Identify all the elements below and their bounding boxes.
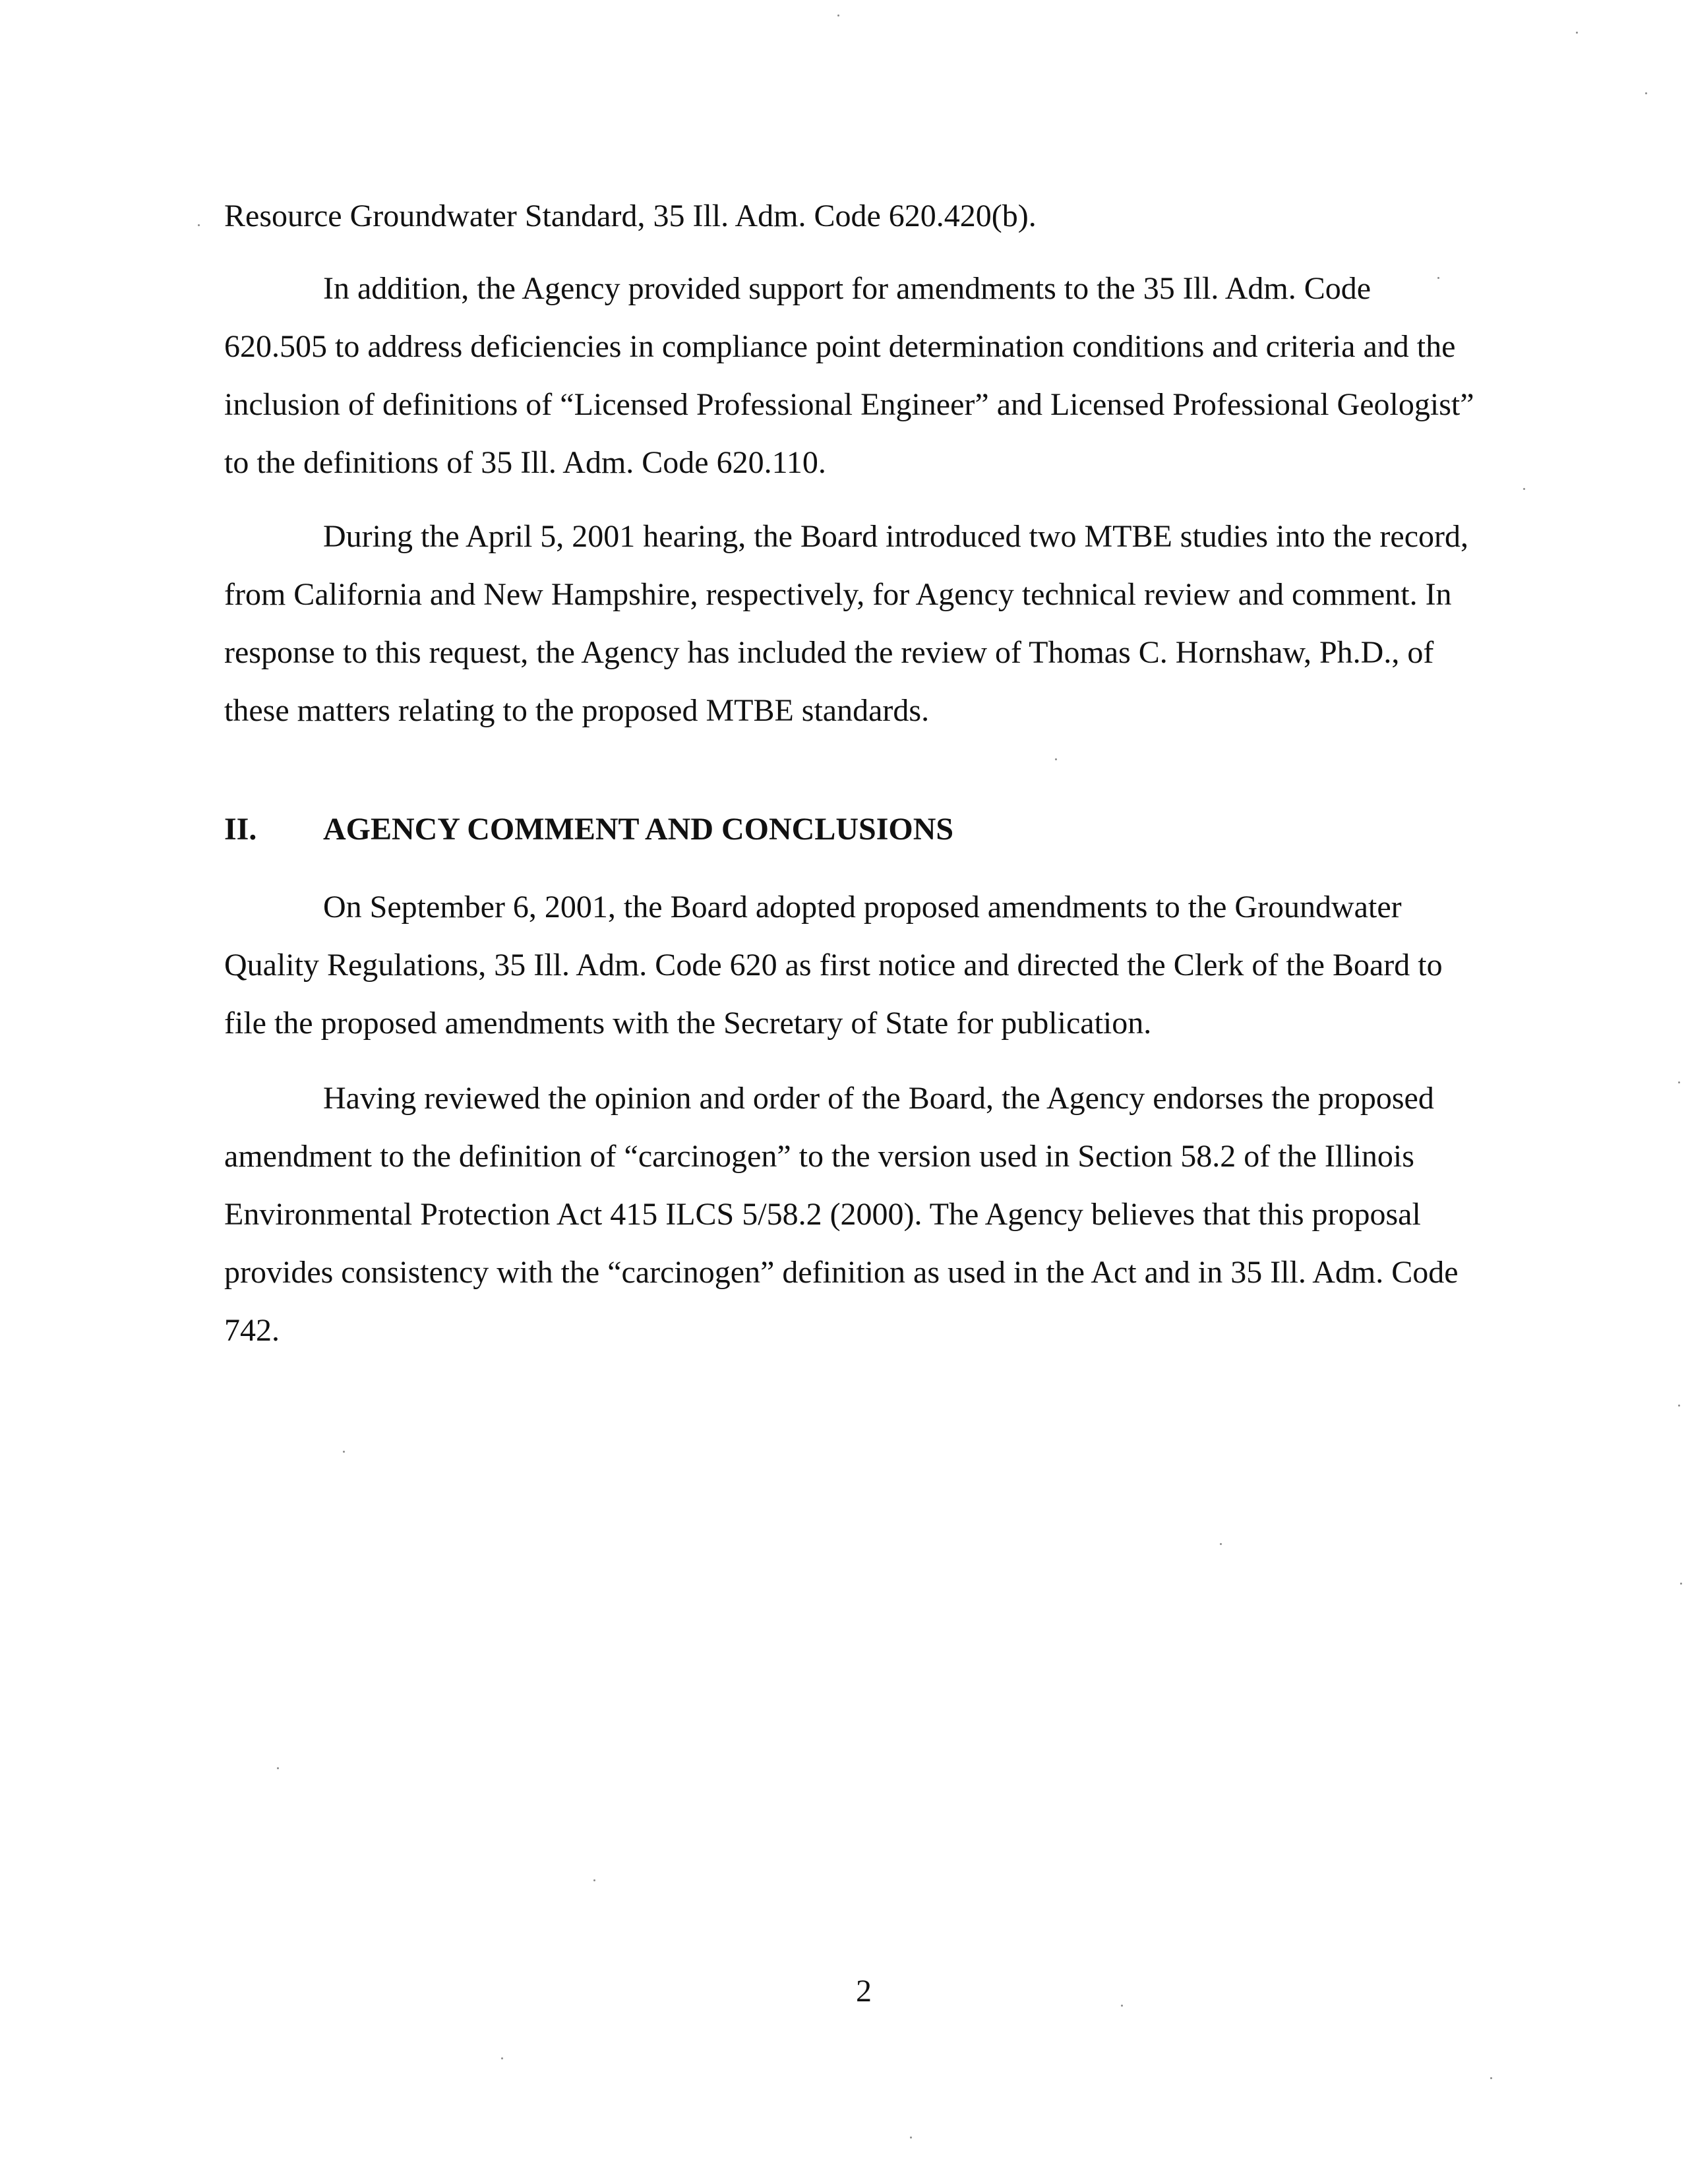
text-line: these matters relating to the proposed MTBE standards.: [224, 693, 930, 728]
scan-speck: [1490, 2077, 1492, 2079]
scan-speck: [277, 1767, 279, 1769]
scan-speck: [910, 2137, 912, 2138]
text-line: file the proposed amendments with the Secretary of State for publication.: [224, 1006, 1152, 1041]
paragraph-first-line: In addition, the Agency provided support for amendments to the 35 Ill. Adm. Code: [323, 271, 1372, 306]
page-number: 2: [856, 1974, 872, 2009]
scan-speck: [593, 1879, 595, 1881]
text-line: amendment to the definition of “carcinogen” to the version used in Section 58.2 of the Illinois: [224, 1139, 1414, 1174]
scan-speck: [1678, 1081, 1680, 1083]
scan-speck: [1055, 758, 1057, 760]
scan-speck: [1680, 1583, 1682, 1585]
section-heading: AGENCY COMMENT AND CONCLUSIONS: [323, 812, 954, 847]
scan-speck: [1437, 277, 1439, 279]
text-line: 620.505 to address deficiencies in compliance point determination conditions and criteria and the: [224, 329, 1456, 364]
scan-speck: [1645, 92, 1647, 94]
text-line: provides consistency with the “carcinogen” definition as used in the Act and in 35 Ill. Adm. Code: [224, 1255, 1459, 1290]
text-line: Resource Groundwater Standard, 35 Ill. Adm. Code 620.420(b).: [224, 198, 1037, 233]
scan-speck: [837, 15, 839, 16]
scan-speck: [1220, 1543, 1222, 1545]
scan-speck: [343, 1451, 345, 1453]
text-line: 742.: [224, 1313, 280, 1348]
text-line: from California and New Hampshire, respectively, for Agency technical review and comment. In: [224, 577, 1452, 612]
text-line: to the definitions of 35 Ill. Adm. Code 620.110.: [224, 445, 826, 480]
scan-speck: [1576, 32, 1578, 34]
paragraph-first-line: During the April 5, 2001 hearing, the Board introduced two MTBE studies into the record,: [323, 519, 1468, 554]
text-line: inclusion of definitions of “Licensed Professional Engineer” and Licensed Professional Geologist”: [224, 387, 1474, 422]
paragraph-first-line: On September 6, 2001, the Board adopted proposed amendments to the Groundwater: [323, 890, 1402, 925]
paragraph-first-line: Having reviewed the opinion and order of the Board, the Agency endorses the proposed: [323, 1081, 1434, 1116]
scan-speck: [198, 224, 200, 226]
scan-speck: [501, 2057, 503, 2059]
text-line: Environmental Protection Act 415 ILCS 5/58.2 (2000). The Agency believes that this proposal: [224, 1197, 1421, 1232]
scan-speck: [1121, 2005, 1123, 2007]
scan-speck: [1523, 488, 1525, 490]
text-line: Quality Regulations, 35 Ill. Adm. Code 620 as first notice and directed the Clerk of the Board to: [224, 948, 1443, 983]
text-line: response to this request, the Agency has included the review of Thomas C. Hornshaw, Ph.D., of: [224, 635, 1434, 670]
scan-speck: [1678, 1405, 1680, 1407]
section-number: II.: [224, 812, 257, 847]
